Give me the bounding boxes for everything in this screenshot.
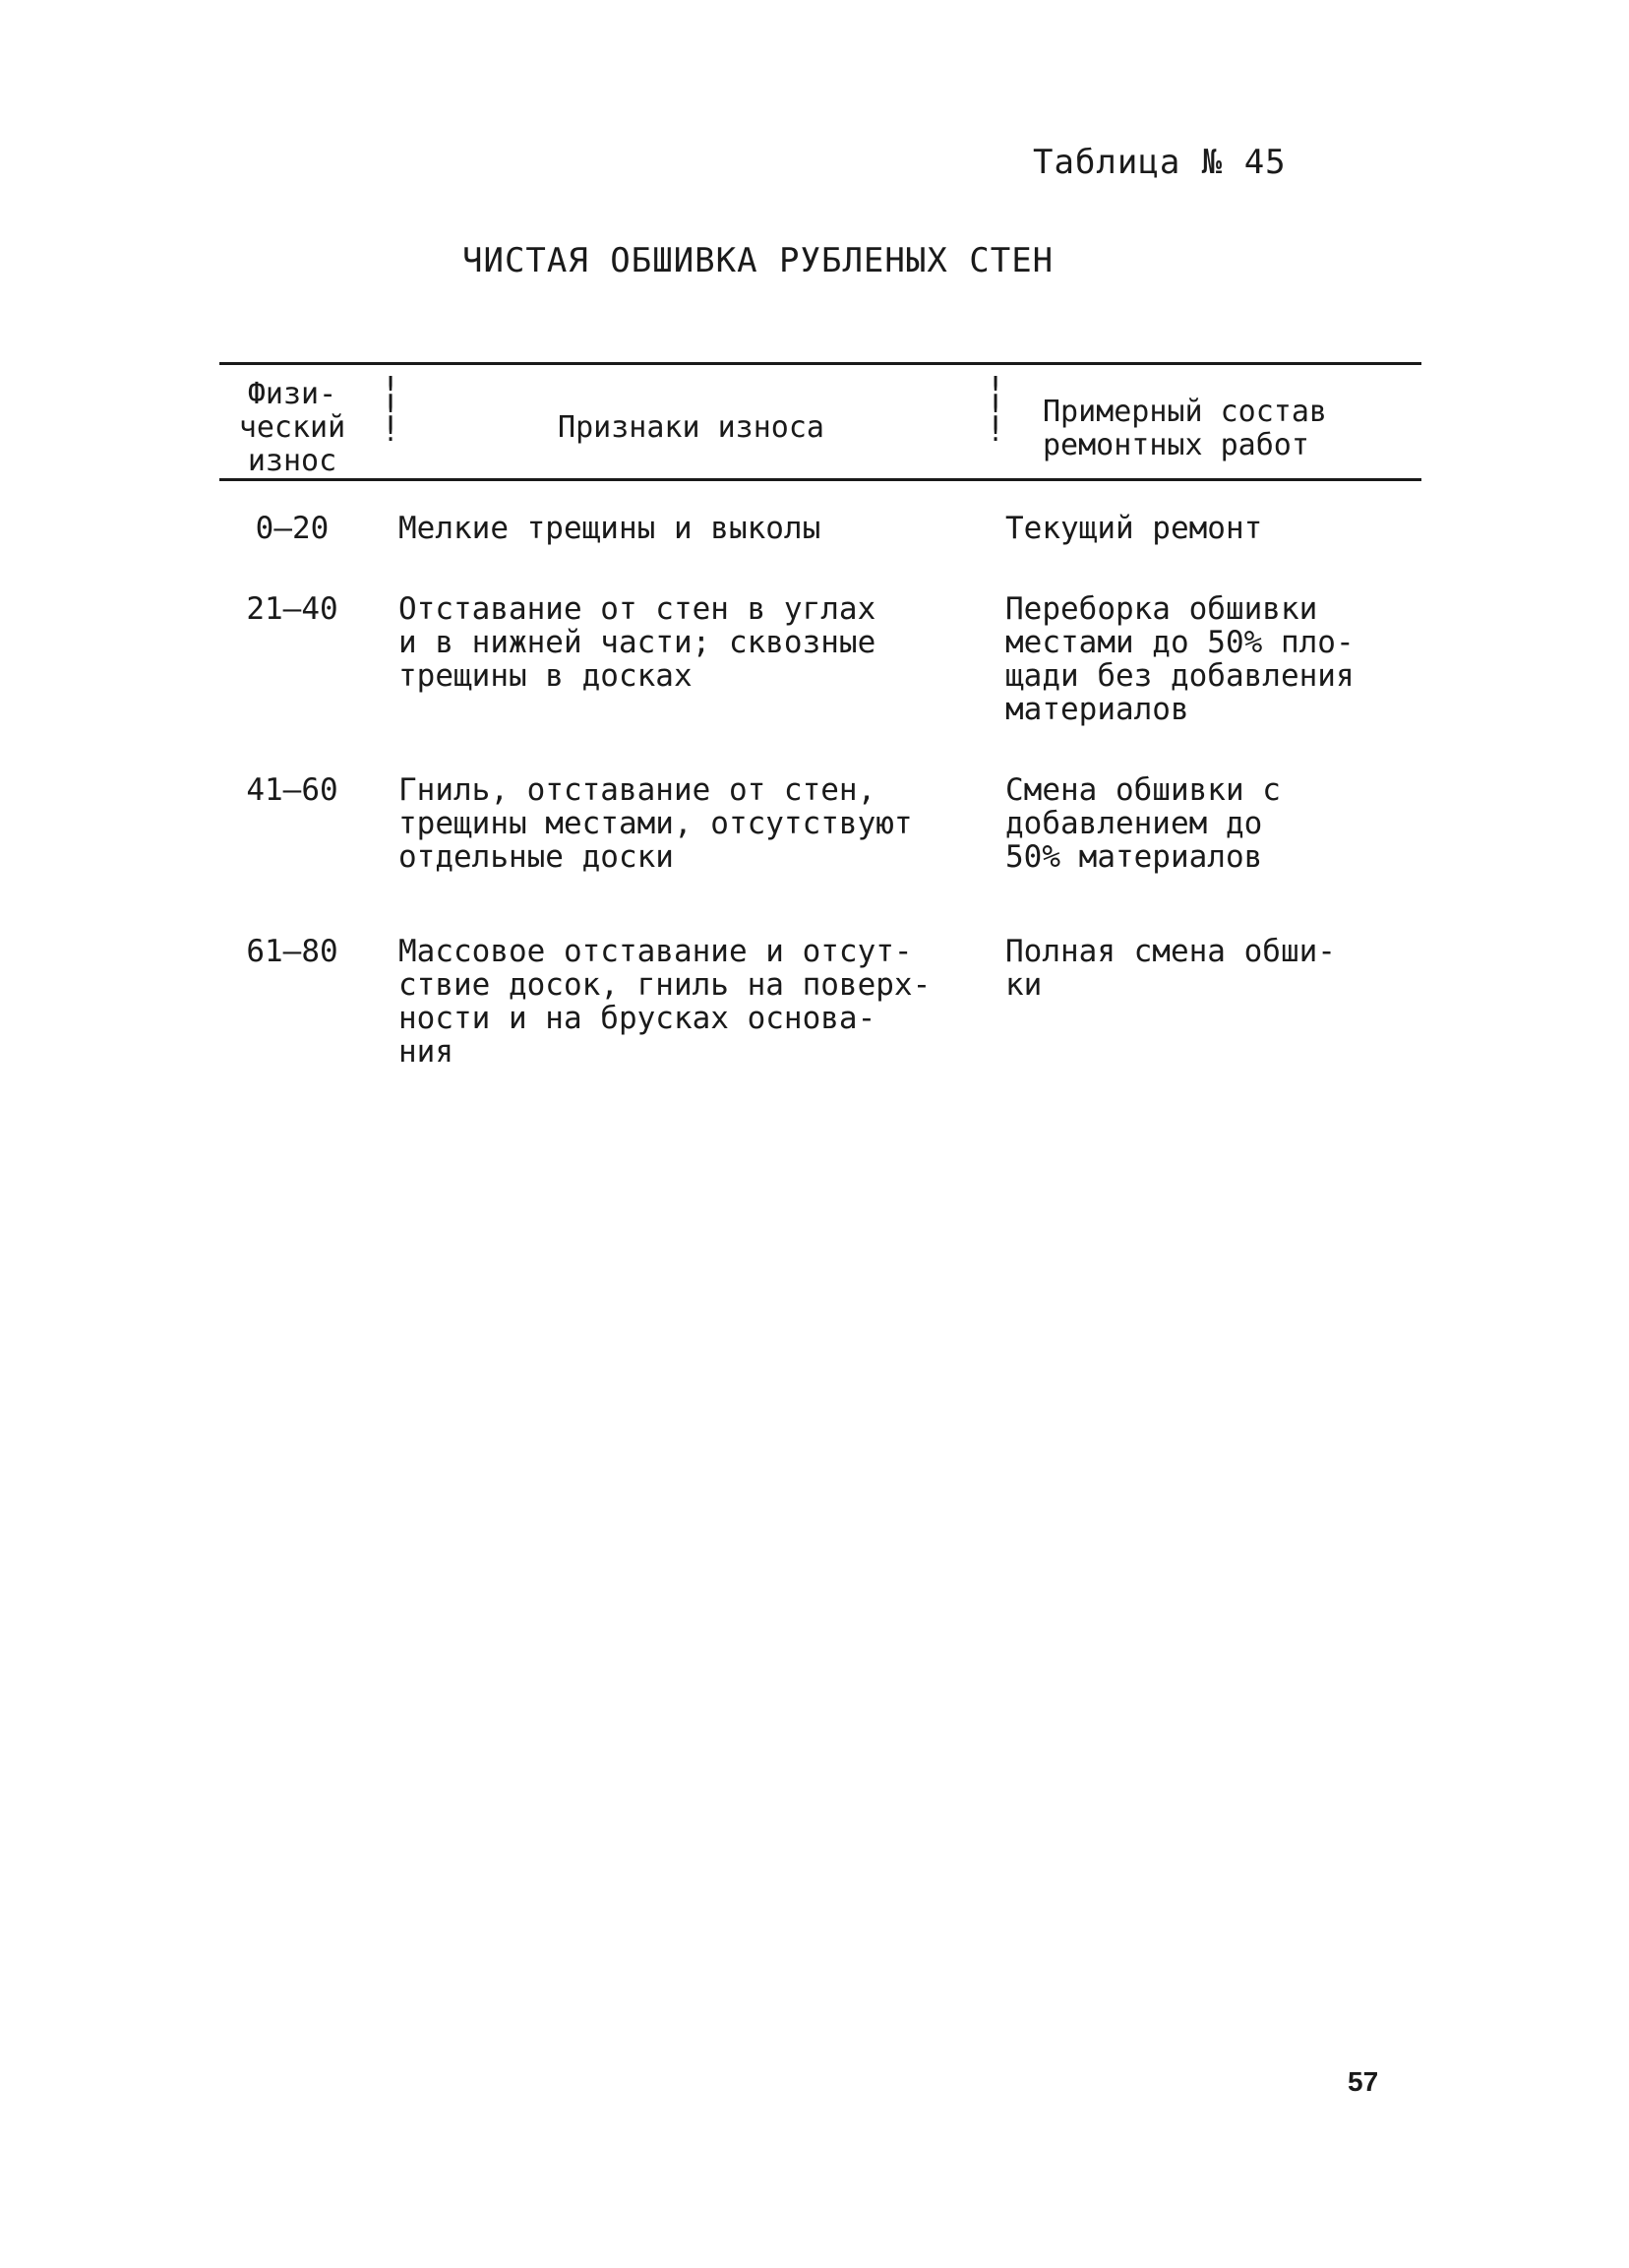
table-top-rule (219, 362, 1421, 365)
header-physical-wear: Физи- ческий износ (238, 377, 346, 478)
wear-signs-cell: Гниль, отставание от стен, трещины местами, отсутствуют отдельные доски (398, 772, 913, 875)
header-repair-works: Примерный состав ремонтных работ (1043, 395, 1327, 462)
wear-range-cell: 0–20 (255, 511, 330, 546)
wear-signs-cell: Массовое отставание и отсут- ствие досок, гниль на поверх- ности и на брусках основа- ния (398, 934, 932, 1070)
repair-works-cell: Полная смена обши- ки (1005, 934, 1336, 1003)
table-header-rule (219, 478, 1421, 481)
wear-range-cell: 61–80 (246, 934, 338, 969)
page-number: 57 (1348, 2066, 1379, 2097)
wear-signs-cell: Отставание от стен в углах и в нижней части; сквозные трещины в досках (398, 591, 876, 694)
table-number: Таблица № 45 (1033, 143, 1287, 182)
wear-range-cell: 21–40 (246, 591, 338, 627)
header-separator-2: ! ! ! (986, 371, 1005, 449)
page-title: ЧИСТАЯ ОБШИВКА РУБЛЕНЫХ СТЕН (462, 241, 1055, 280)
repair-works-cell: Смена обшивки с добавлением до 50% материалов (1005, 772, 1281, 875)
repair-works-cell: Переборка обшивки местами до 50% пло- щади без добавления материалов (1005, 591, 1355, 727)
wear-range-cell: 41–60 (246, 772, 338, 808)
repair-works-cell: Текущий ремонт (1005, 511, 1263, 546)
header-wear-signs: Признаки износа (558, 410, 824, 445)
wear-signs-cell: Мелкие трещины и выколы (398, 511, 821, 546)
header-separator-1: ! ! ! (381, 371, 400, 449)
